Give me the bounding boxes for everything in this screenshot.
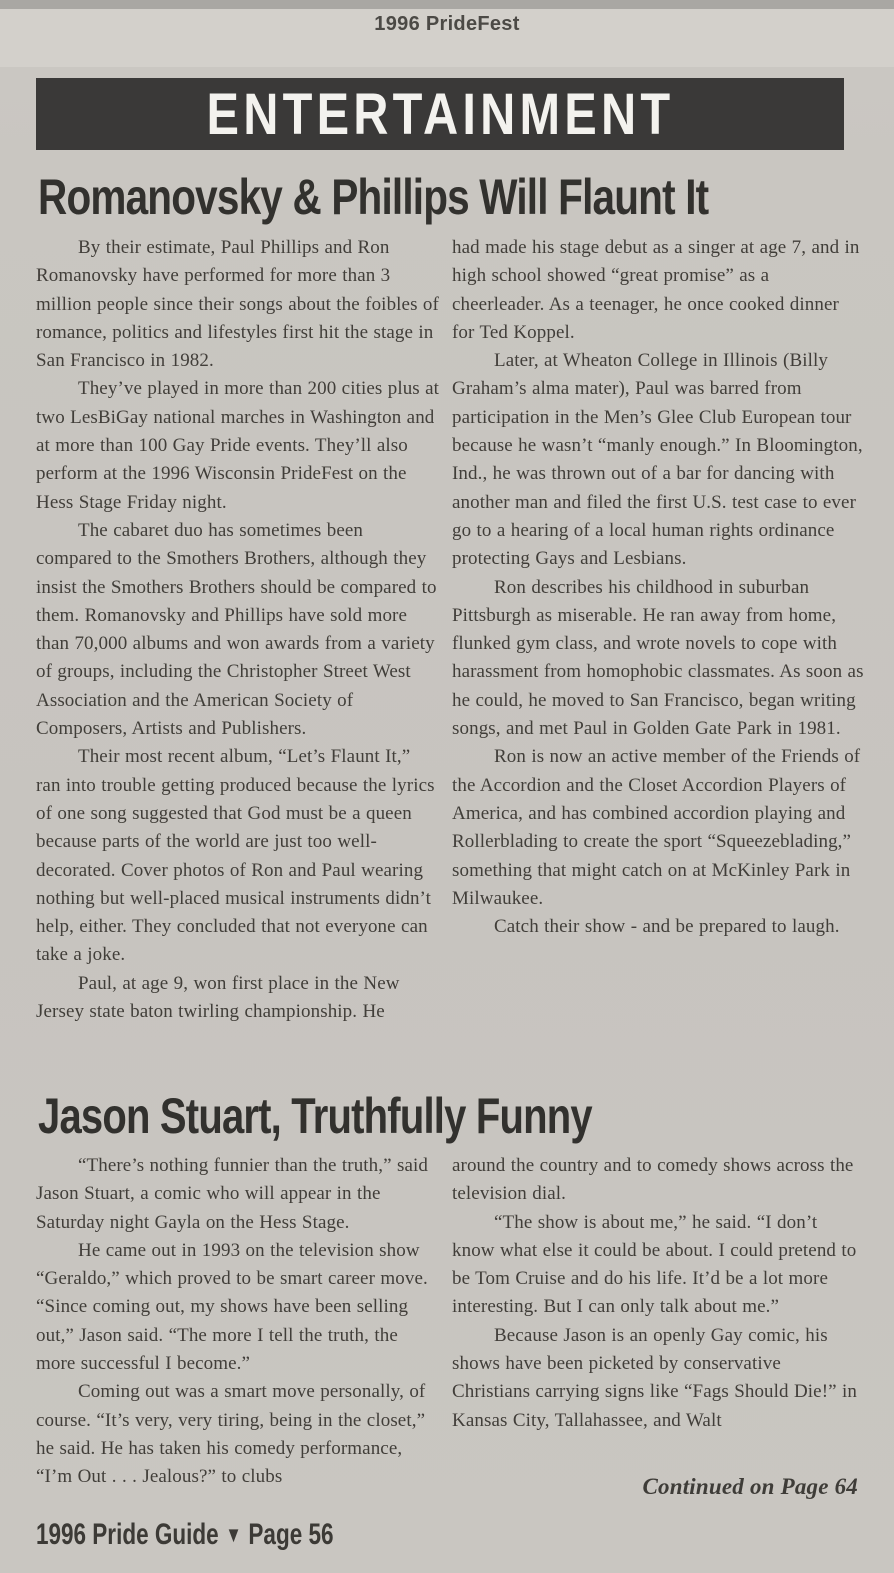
paragraph: They’ve played in more than 200 cities plus at two LesBiGay national marches in Washington and at more than 100 Gay Pride events. They’ll also perform at the 1996 Wisconsin PrideFest on the Hess Stage Friday night. — [36, 378, 440, 513]
paragraph: Because Jason is an openly Gay comic, his shows have been picketed by conservative Christians carrying signs like “Fags Should Die!” in Kansas City, Tallahassee, and Walt — [452, 1324, 858, 1431]
paragraph: “The show is about me,” he said. “I don’t know what else it could be about. I could pretend to be Tom Cruise and do his life. It’d be a lot more interesting. But I can only talk about me.” — [452, 1211, 857, 1318]
article-2-left-column — [36, 1152, 440, 1492]
paragraph: “There’s nothing funnier than the truth,” said Jason Stuart, a comic who will appear in the Saturday night Gayla on the Hess Stage. — [36, 1155, 429, 1233]
footer-guide-label: 1996 Pride Guide — [36, 1518, 219, 1551]
article-2-right-column — [452, 1152, 864, 1492]
paragraph: Later, at Wheaton College in Illinois (Billy Graham’s alma mater), Paul was barred from participation in the Men’s Glee Club European tour because he wasn’t “manly enough.” In Bloomington, Ind., he was thrown out of a bar for dancing with another man and filed the first U.S. test case to ever go to a hearing of a local human rights ordinance protecting Gays and Lesbians. — [452, 350, 863, 570]
paragraph: had made his stage debut as a singer at age 7, and in high school showed “great promise” as a cheerleader. As a teenager, he once cooked dinner for Ted Koppel. — [452, 237, 860, 343]
article-1-left-column — [36, 234, 440, 1026]
paragraph: By their estimate, Paul Phillips and Ron Romanovsky have performed for more than 3 million people since their songs about the foibles of romance, politics and lifestyles first hit the stage in San Francisco in 1982. — [36, 237, 439, 372]
running-header: 1996 PrideFest — [374, 13, 520, 35]
article-1-right-column — [452, 234, 864, 1026]
paragraph: Their most recent album, “Let’s Flaunt It,” ran into trouble getting produced because the lyrics of one song suggested that God must be a queen because parts of the world are just too well-decorated. Cover photos of Ron and Paul wearing nothing but well-placed musical instruments didn’t help, either. They concluded that not everyone can take a joke. — [36, 746, 435, 966]
page-footer — [36, 1518, 333, 1552]
scan-edge-strip — [0, 0, 894, 9]
article-2-title: Jason Stuart, Truthfully Funny — [38, 1088, 592, 1144]
paragraph: Paul, at age 9, won first place in the New Jersey state baton twirling championship. He — [36, 972, 400, 1023]
footer-page-label: Page 56 — [248, 1518, 334, 1551]
section-banner-label: ENTERTAINMENT — [206, 81, 674, 147]
triangle-down-icon: ▼ — [225, 1522, 242, 1547]
paragraph: Ron is now an active member of the Friends of the Accordion and the Closet Accordion Players of America, and has combined accordion playing and Rollerblading to create the sport “Squeezeblading,” something that might catch on at McKinley Park in Milwaukee. — [452, 746, 861, 909]
paragraph: He came out in 1993 on the television show “Geraldo,” which proved to be smart career move. “Since coming out, my shows have been selling out,” Jason said. “The more I tell the truth, the more successful I become.” — [36, 1239, 428, 1375]
section-banner — [36, 78, 844, 150]
paragraph: Catch their show - and be prepared to laugh. — [494, 916, 840, 938]
article-2-body — [36, 1152, 864, 1492]
paragraph: Coming out was a smart move personally, of course. “It’s very, very tiring, being in the closet,” he said. He has taken his comedy performance, “I’m Out . . . Jealous?” to clubs — [36, 1381, 426, 1488]
article-1-body — [36, 234, 864, 1026]
paragraph: Ron describes his childhood in suburban Pittsburgh as miserable. He ran away from home, flunked gym class, and wrote novels to cope with harassment from homophobic classmates. As soon as he could, he moved to San Francisco, began writing songs, and met Paul in Golden Gate Park in 1981. — [452, 576, 864, 740]
paragraph: The cabaret duo has sometimes been compared to the Smothers Brothers, although they insist the Smothers Brothers should be compared to them. Romanovsky and Phillips have sold more than 70,000 albums and won awards from a variety of groups, including the Christopher Street West Association and the American Society of Composers, Artists and Publishers. — [36, 519, 437, 740]
article-1-title: Romanovsky & Phillips Will Flaunt It — [38, 169, 709, 225]
paragraph: around the country and to comedy shows across the television dial. — [452, 1155, 854, 1205]
continued-notice: Continued on Page 64 — [642, 1474, 858, 1499]
